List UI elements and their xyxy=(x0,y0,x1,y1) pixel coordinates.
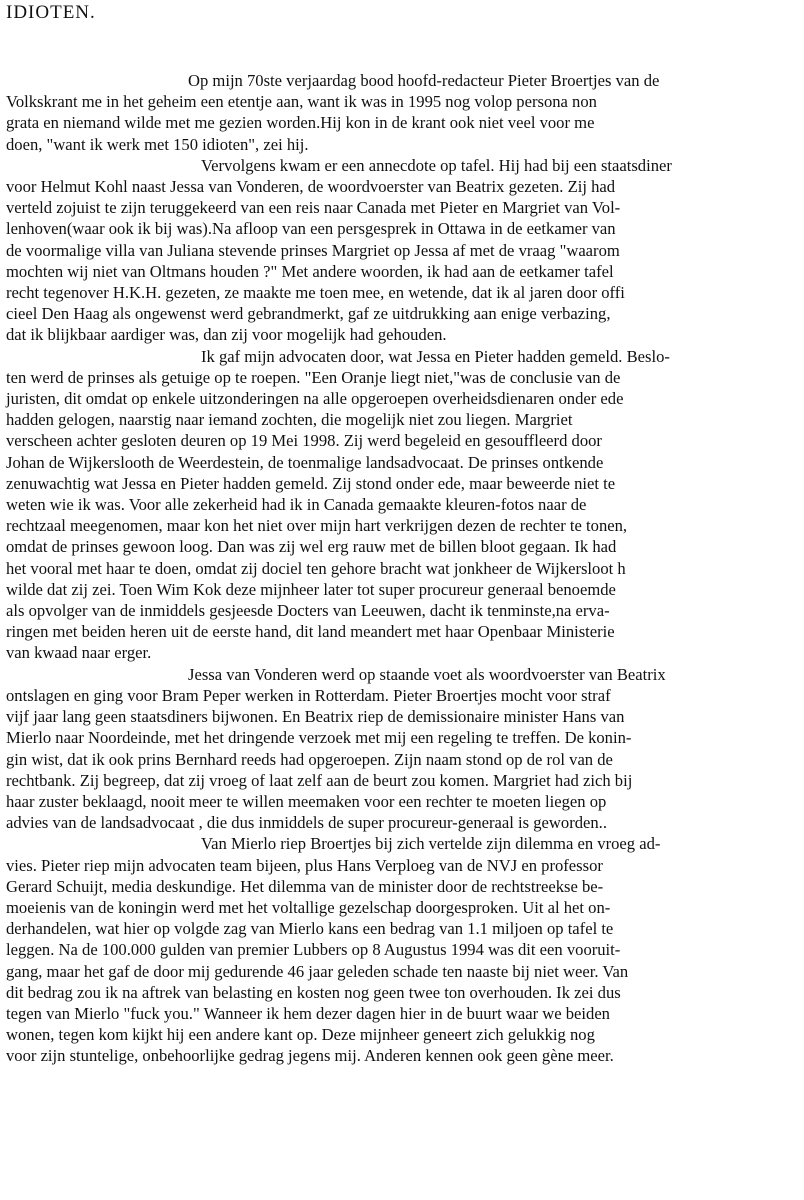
text-line: haar zuster beklaagd, nooit meer te willen meemaken voor een rechter te moeten liegen op xyxy=(6,791,607,811)
text-line: zenuwachtig wat Jessa en Pieter hadden gemeld. Zij stond onder ede, maar beweerde niet te xyxy=(6,473,616,493)
text-line: verscheen achter gesloten deuren op 19 Mei 1998. Zij werd begeleid en gesouffleerd door xyxy=(6,431,602,451)
text-line: dit bedrag zou ik na aftrek van belasting en kosten nog geen twee ton overhouden. Ik zei dus xyxy=(6,982,621,1002)
text-line: moeienis van de koningin werd met het voltallige gezelschap doorgesproken. Uit al het on- xyxy=(6,897,611,917)
text-line: mochten wij niet van Oltmans houden ?" Met andere woorden, ik had aan de eetkamer tafel xyxy=(6,261,614,281)
paragraph-1 xyxy=(6,70,796,155)
text-line: gang, maar het gaf de door mij gedurende 46 jaar geleden schade ten naaste bij niet weer. Van xyxy=(6,961,629,981)
text-line: als opvolger van de inmiddels gesjeesde Docters van Leeuwen, dacht ik tenminste,na erva- xyxy=(6,601,610,621)
text-line: omdat de prinses gewoon loog. Dan was zij wel erg rauw met de billen bloot gegaan. Ik had xyxy=(6,537,617,557)
text-line: dat ik blijkbaar aardiger was, dan zij voor mogelijk had gehouden. xyxy=(6,325,447,345)
text-line: ten werd de prinses als getuige op te roepen. "Een Oranje liegt niet,"was de conclusie van de xyxy=(6,367,621,387)
paragraph-5 xyxy=(6,833,796,1066)
text-line: voor zijn stuntelige, onbehoorlijke gedrag jegens mij. Anderen kennen ook geen gène meer. xyxy=(6,1046,614,1066)
text-line: cieel Den Haag als ongewenst werd gebrandmerkt, gaf ze uitdrukking aan enige verbazing, xyxy=(6,304,611,324)
text-line: Volkskrant me in het geheim een etentje aan, want ik was in 1995 nog volop persona non xyxy=(6,92,597,112)
text-line: gin wist, dat ik ook prins Bernhard reeds had opgeroepen. Zijn naam stond op de rol van de xyxy=(6,749,613,769)
text-line: derhandelen, wat hier op volgde zag van Mierlo kans een bedrag van 1.1 miljoen op tafel te xyxy=(6,919,614,939)
text-line: vijf jaar lang geen staatsdiners bijwonen. En Beatrix riep de demissionaire minister Hans van xyxy=(6,707,625,727)
text-line: Van Mierlo riep Broertjes bij zich vertelde zijn dilemma en vroeg ad- xyxy=(201,834,661,854)
text-line: Vervolgens kwam er een annecdote op tafel. Hij had bij een staatsdiner xyxy=(201,155,672,175)
text-line: weten wie ik was. Voor alle zekerheid had ik in Canada gemaakte kleuren-fotos naar de xyxy=(6,495,587,515)
text-line: van kwaad naar erger. xyxy=(6,643,152,663)
text-line: rechtbank. Zij begreep, dat zij vroeg of laat zelf aan de beurt zou komen. Margriet had zich bij xyxy=(6,770,633,790)
text-line: voor Helmut Kohl naast Jessa van Vonderen, de woordvoerster van Beatrix gezeten. Zij had xyxy=(6,177,616,197)
text-line: ontslagen en ging voor Bram Peper werken in Rotterdam. Pieter Broertjes mocht voor straf xyxy=(6,685,611,705)
text-line: juristen, dit omdat op enkele uitzonderingen na alle opgeroepen overheidsdienaren onder ede xyxy=(6,389,624,409)
text-line: wilde dat zij zei. Toen Wim Kok deze mijnheer later tot super procureur generaal benoemde xyxy=(6,579,616,599)
paragraph-3 xyxy=(6,346,796,664)
paragraph-2 xyxy=(6,155,796,346)
text-line: advies van de landsadvocaat , die dus inmiddels de super procureur-generaal is geworden.. xyxy=(6,813,607,833)
text-line: Jessa van Vonderen werd op staande voet als woordvoerster van Beatrix xyxy=(188,664,666,684)
paragraph-4 xyxy=(6,664,796,834)
text-line: verteld zojuist te zijn teruggekeerd van een reis naar Canada met Pieter en Margriet van Vol- xyxy=(6,198,621,218)
text-line: het vooral met haar te doen, omdat zij dociel ten gehore bracht wat jonkheer de Wijkersloot h xyxy=(6,558,626,578)
text-line: de voormalige villa van Juliana stevende prinses Margriet op Jessa af met de vraag "waarom xyxy=(6,240,620,260)
text-line: grata en niemand wilde met me gezien worden.Hij kon in de krant ook niet veel voor me xyxy=(6,113,595,133)
text-line: hadden gelogen, naarstig naar iemand zochten, die mogelijk niet zou liegen. Margriet xyxy=(6,410,573,430)
text-line: rechtzaal meegenomen, maar kon het niet over mijn hart verkrijgen dezen de rechter te tonen, xyxy=(6,516,628,536)
document-title: IDIOTEN. xyxy=(6,2,96,23)
text-line: doen, "want ik werk met 150 idioten", zei hij. xyxy=(6,134,309,154)
text-line: tegen van Mierlo "fuck you." Wanneer ik hem dezer dagen hier in de buurt waar we beiden xyxy=(6,1003,610,1023)
text-line: vies. Pieter riep mijn advocaten team bijeen, plus Hans Verploeg van de NVJ en professor xyxy=(6,855,603,875)
text-line: wonen, tegen kom kijkt hij een andere kant op. Deze mijnheer geneert zich gelukkig nog xyxy=(6,1025,595,1045)
text-line: Op mijn 70ste verjaardag bood hoofd-redacteur Pieter Broertjes van de xyxy=(188,71,660,90)
text-line: ringen met beiden heren uit de eerste hand, dit land meandert met haar Openbaar Ministerie xyxy=(6,622,615,642)
text-line: Johan de Wijkerslooth de Weerdestein, de toenmalige landsadvocaat. De prinses ontkende xyxy=(6,452,604,472)
text-line: Gerard Schuijt, media deskundige. Het dilemma van de minister door de rechtstreekse be- xyxy=(6,876,604,896)
text-line: Ik gaf mijn advocaten door, wat Jessa en Pieter hadden gemeld. Beslo- xyxy=(201,346,670,366)
text-line: leggen. Na de 100.000 gulden van premier Lubbers op 8 Augustus 1994 was dit een vooruit- xyxy=(6,940,621,960)
text-line: Mierlo naar Noordeinde, met het dringende verzoek met mij een regeling te treffen. De konin- xyxy=(6,728,632,748)
text-line: lenhoven(waar ook ik bij was).Na afloop van een persgesprek in Ottawa in de eetkamer van xyxy=(6,219,616,239)
document-body xyxy=(6,70,796,1067)
text-line: recht tegenover H.K.H. gezeten, ze maakte me toen mee, en wetende, dat ik al jaren door offi xyxy=(6,283,625,303)
